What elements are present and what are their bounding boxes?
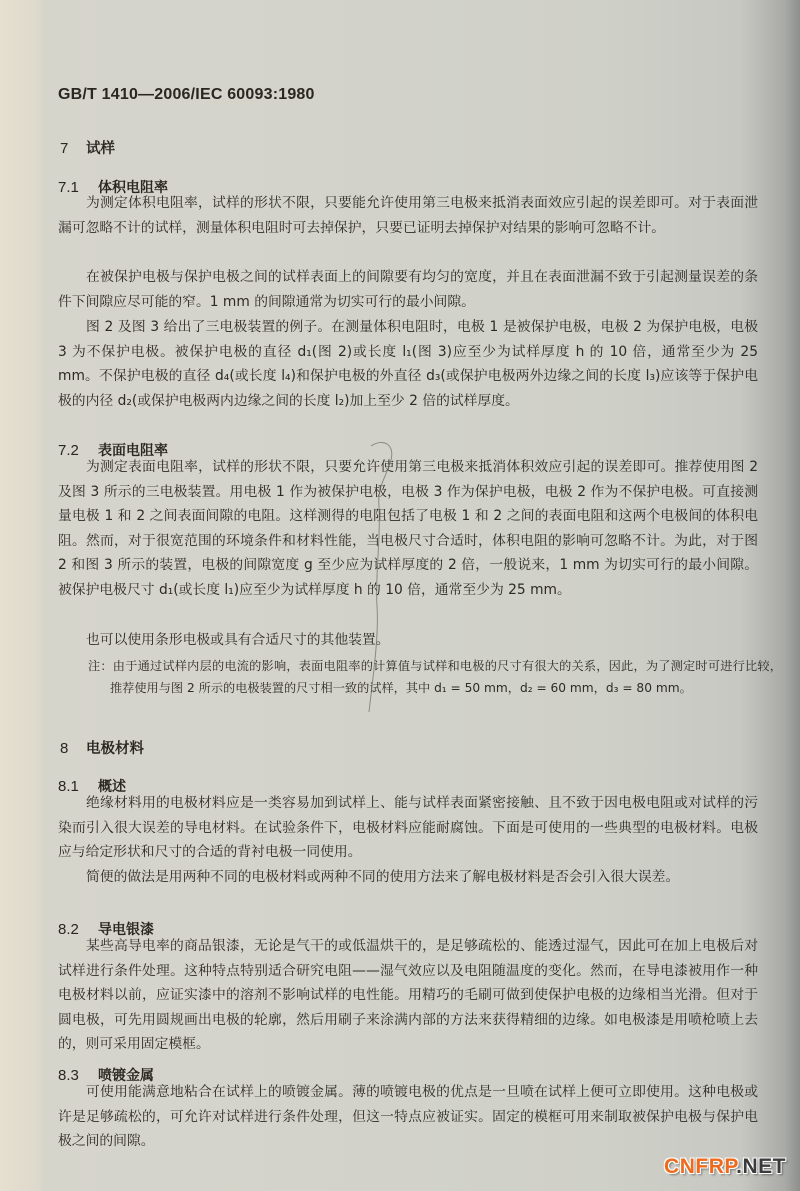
subsection-title: 表面电阻率 bbox=[98, 443, 168, 459]
subsection-number: 8.1 bbox=[58, 778, 79, 795]
section-title: 电极材料 bbox=[86, 741, 144, 757]
paragraph: 绝缘材料用的电极材料应是一类容易加到试样上、能与试样表面紧密接触、且不致于因电极电阻或对试样的污染而引入很大误差的导电材料。在试验条件下，电极材料应能耐腐蚀。下面是可使用的一些典型的电极材料。电极应与给定形状和尺寸的合适的背衬电极一同使用。 bbox=[58, 795, 758, 860]
watermark-main: CNFRP bbox=[664, 1155, 737, 1178]
section-7-heading bbox=[60, 137, 115, 158]
subsection-number: 8.2 bbox=[58, 921, 79, 938]
section-number: 7 bbox=[60, 140, 69, 157]
subsection-title: 概述 bbox=[98, 779, 126, 795]
section-title: 试样 bbox=[86, 141, 115, 157]
paragraph: 简便的做法是用两种不同的电极材料或两种不同的使用方法来了解电极材料是否会引入很大误差。 bbox=[86, 869, 680, 885]
paragraph: 某些高导电率的商品银漆，无论是气干的或低温烘干的，是足够疏松的、能透过湿气，因此可在加上电极后对试样进行条件处理。这种特点特别适合研究电阻——湿气效应以及电阻随温度的变化。然而，在导电漆被用作一种电极材料以前，应证实漆中的溶剂不影响试样的电性能。用精巧的毛刷可做到使保护电极的边缘相当光滑。但对于圆电极，可先用圆规画出电极的轮廓，然后用刷子来涂满内部的方法来获得精细的边缘。如电极漆是用喷枪喷上去的，则可采用固定模框。 bbox=[58, 938, 758, 1052]
subsection-number: 8.3 bbox=[58, 1067, 79, 1084]
section-number: 8 bbox=[60, 740, 69, 757]
paragraph: 图 2 及图 3 给出了三电极装置的例子。在测量体积电阻时，电极 1 是被保护电极，电极 2 为保护电极，电极 3 为不保护电极。被保护电极的直径 d₁(图 2)或长度 l₁(图 3)应至少为试样厚度 h 的 10 倍，通常至少为 25 mm。不保护电极的直径 d₄(或长度 l₄)和保护电极的外直径 d₃(或保护电极两外边缘之间的长度 l₃)应该等于保护电极的内径 d₂(或保护电极两内边缘之间的长度 l₂)加上至少 2 倍的试样厚度。 bbox=[58, 319, 758, 409]
standard-header: GB/T 1410—2006/IEC 60093:1980 bbox=[58, 86, 315, 103]
subsection-number: 7.2 bbox=[58, 442, 79, 459]
paragraph: 可使用能满意地粘合在试样上的喷镀金属。薄的喷镀电极的优点是一旦喷在试样上便可立即使用。这种电极或许是足够疏松的，可允许对试样进行条件处理，但这一特点应被证实。固定的模框可用来制取被保护电极与保护电极之间的间隙。 bbox=[58, 1084, 758, 1149]
paragraph: 在被保护电极与保护电极之间的试样表面上的间隙要有均匀的宽度，并且在表面泄漏不致于引起测量误差的条件下间隙应尽可能的窄。1 mm 的间隙通常为切实可行的最小间隙。 bbox=[58, 269, 758, 310]
subsection-title: 体积电阻率 bbox=[98, 180, 168, 196]
paragraph: 为测定体积电阻率，试样的形状不限，只要能允许使用第三电极来抵消表面效应引起的误差即可。对于表面泄漏可忽略不计的试样，测量体积电阻时可去掉保护，只要已证明去掉保护对结果的影响可忽略不计。 bbox=[58, 195, 758, 236]
subsection-title: 喷镀金属 bbox=[98, 1068, 154, 1084]
paragraph: 为测定表面电阻率，试样的形状不限，只要允许使用第三电极来抵消体积效应引起的误差即可。推荐使用图 2 及图 3 所示的三电极装置。用电极 1 作为被保护电极，电极 3 作为保护电极，电极 2 作为不保护电极。可直接测量电极 1 和 2 之间表面间隙的电阻。这样测得的电阻包括了电极 1 和 2 之间的表面电阻和这两个电极间的体积电阻。然而，对于很宽范围的环境条件和材料性能，当电极尺寸合适时，体积电阻的影响可忽略不计。为此，对于图 2 和图 3 所示的装置，电极的间隙宽度 g 至少应为试样厚度的 2 倍，一般说来，1 mm 为切实可行的最小间隙。被保护电极尺寸 d₁(或长度 l₁)应至少为试样厚度 h 的 10 倍，通常至少为 25 mm。 bbox=[58, 459, 758, 598]
site-watermark-logo bbox=[664, 1155, 786, 1179]
subsection-title: 导电银漆 bbox=[98, 922, 154, 938]
section-8-heading bbox=[60, 737, 144, 758]
subsection-number: 7.1 bbox=[58, 179, 79, 196]
note: 注：由于通过试样内层的电流的影响，表面电阻率的计算值与试样和电极的尺寸有很大的关系，因此，为了测定时可进行比较，推荐使用与图 2 所示的电极装置的尺寸相一致的试样，其中 d₁ = 50 mm，d₂ = 60 mm，d₃ = 80 mm。 bbox=[88, 659, 782, 695]
watermark-tld: .NET bbox=[736, 1155, 786, 1178]
paragraph: 也可以使用条形电极或具有合适尺寸的其他装置。 bbox=[86, 632, 390, 648]
